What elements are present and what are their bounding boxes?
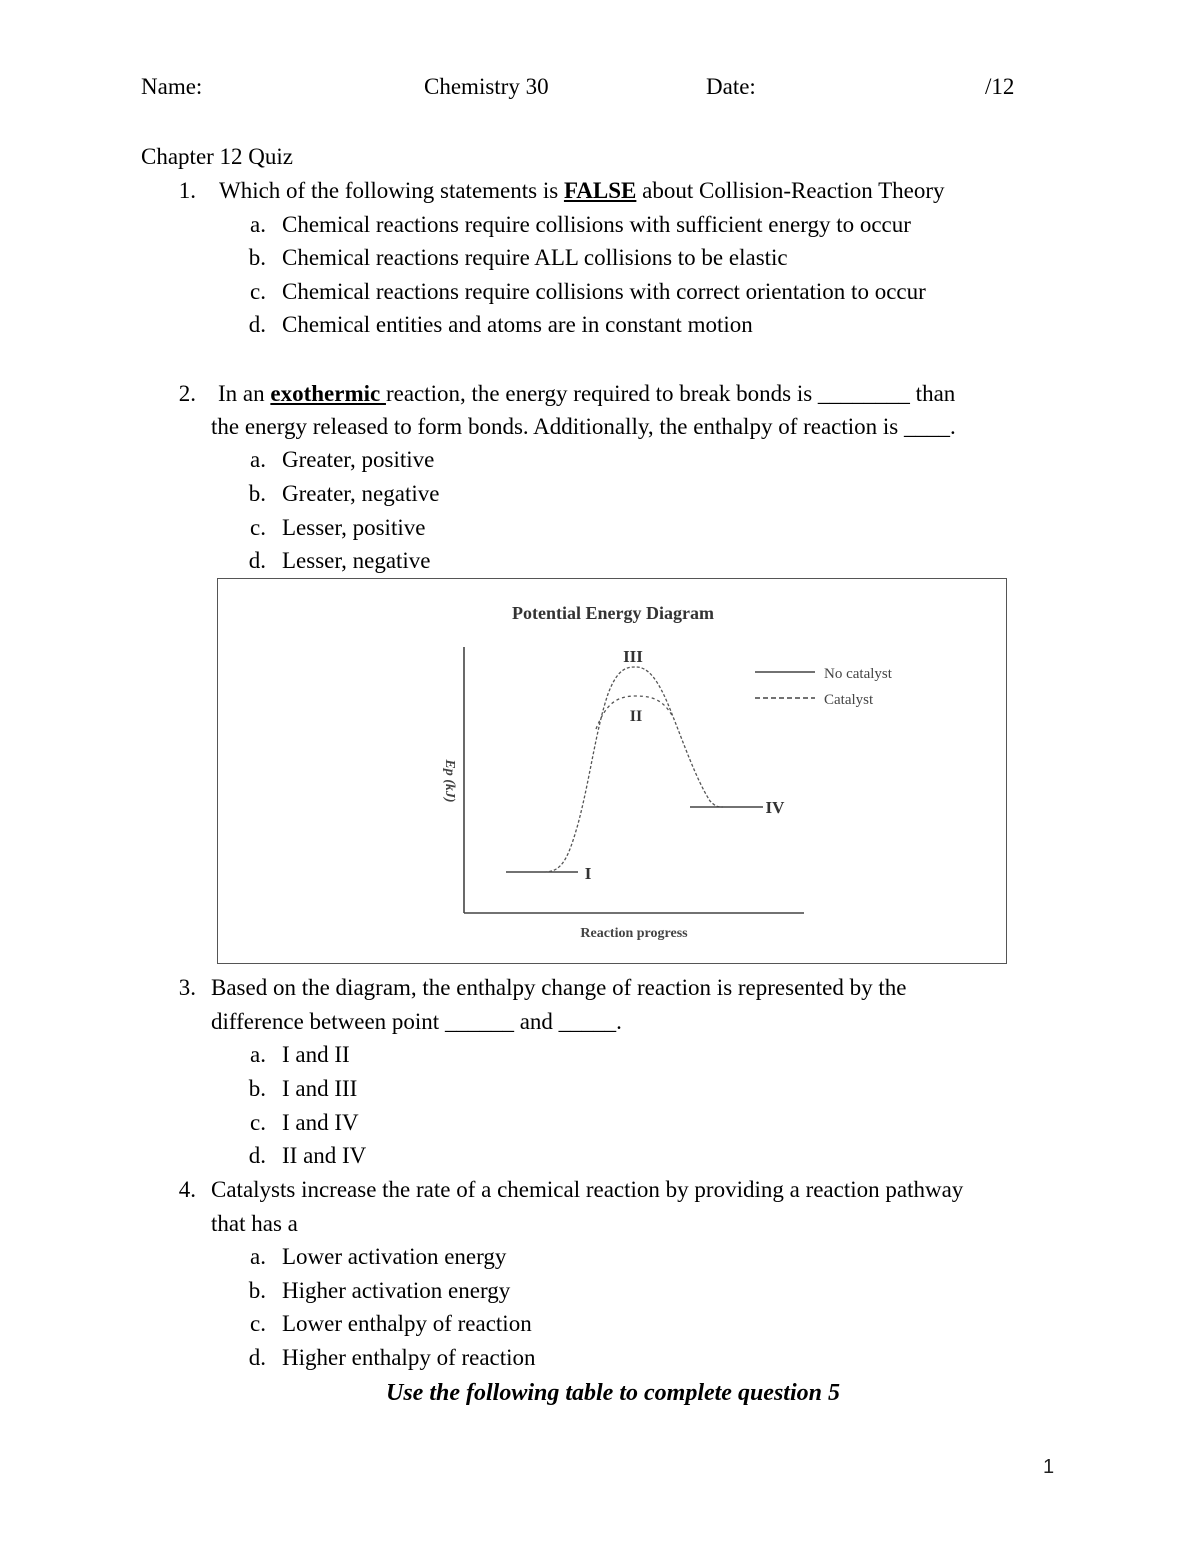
point-label-I: I — [584, 864, 592, 883]
y-axis-label: Ep (kJ) — [442, 759, 457, 803]
option-letter: b. — [248, 481, 266, 506]
point-label-IV: IV — [765, 798, 785, 817]
legend-catalyst: Catalyst — [824, 692, 874, 708]
option-text: Higher enthalpy of reaction — [282, 1345, 536, 1370]
legend-no-catalyst: No catalyst — [824, 666, 892, 682]
question-number: 4. — [178, 1177, 196, 1202]
option-letter: b. — [248, 1278, 266, 1303]
option-letter: a. — [250, 1042, 266, 1067]
name-label: Name: — [141, 74, 203, 99]
option-letter: c. — [250, 515, 266, 540]
option-letter: a. — [250, 447, 266, 472]
question-3-line1: Based on the diagram, the enthalpy change of reaction is represented by the — [211, 975, 907, 1000]
option-letter: b. — [248, 245, 266, 270]
option-text: Chemical entities and atoms are in constant motion — [282, 312, 753, 337]
quiz-title: Chapter 12 Quiz — [141, 144, 294, 169]
option-text: Greater, positive — [282, 447, 435, 472]
potential-energy-diagram — [217, 578, 1007, 964]
question-text: In an — [218, 381, 271, 406]
question-3-line2: difference between point ______ and _____. — [211, 1009, 622, 1034]
option-letter: d. — [248, 548, 266, 573]
option-letter: d. — [248, 1143, 266, 1168]
option-text: Lower activation energy — [282, 1244, 507, 1269]
date-label: Date: — [706, 74, 756, 99]
point-label-II: II — [629, 708, 643, 725]
option-text: Greater, negative — [282, 481, 440, 506]
question-text: about Collision-Reaction Theory — [636, 178, 945, 203]
question-text: Which of the following statements is — [219, 178, 564, 203]
option-letter: c. — [250, 1311, 266, 1336]
table-instruction: Use the following table to complete question 5 — [386, 1380, 840, 1406]
option-letter: c. — [250, 1110, 266, 1135]
option-letter: d. — [248, 312, 266, 337]
question-4-line2: that has a — [211, 1211, 298, 1236]
question-2-line2: the energy released to form bonds. Additionally, the enthalpy of reaction is ____. — [211, 414, 956, 439]
question-2-line1 — [218, 380, 955, 408]
question-number: 1. — [178, 178, 196, 203]
option-text: Higher activation energy — [282, 1278, 511, 1303]
question-1-text — [219, 177, 944, 205]
option-text: Chemical reactions require collisions with sufficient energy to occur — [282, 212, 911, 237]
question-text: reaction, the energy required to break bonds is ________ than — [385, 381, 956, 406]
score-total: /12 — [985, 74, 1015, 99]
point-label-III: III — [623, 647, 643, 666]
option-text: Lower enthalpy of reaction — [282, 1311, 532, 1336]
emphasis-false: FALSE — [563, 178, 637, 203]
option-letter: c. — [250, 279, 266, 304]
diagram-title: Potential Energy Diagram — [512, 603, 714, 623]
option-text: I and IV — [282, 1110, 359, 1135]
option-text: Lesser, positive — [282, 515, 426, 540]
option-text: Chemical reactions require collisions with correct orientation to occur — [282, 279, 926, 304]
emphasis-exothermic: exothermic — [270, 381, 386, 406]
x-axis-label: Reaction progress — [580, 926, 688, 941]
option-letter: d. — [248, 1345, 266, 1370]
question-4-line1: Catalysts increase the rate of a chemical reaction by providing a reaction pathway — [211, 1177, 964, 1202]
option-text: I and III — [282, 1076, 358, 1101]
option-letter: b. — [248, 1076, 266, 1101]
option-text: Lesser, negative — [282, 548, 431, 573]
option-letter: a. — [250, 1244, 266, 1269]
uncatalyzed-curve — [544, 667, 723, 872]
option-letter: a. — [250, 212, 266, 237]
option-text: II and IV — [282, 1143, 367, 1168]
course-title: Chemistry 30 — [424, 74, 549, 99]
option-text: I and II — [282, 1042, 350, 1067]
question-number: 2. — [178, 381, 196, 406]
option-text: Chemical reactions require ALL collisions to be elastic — [282, 245, 788, 270]
question-number: 3. — [178, 975, 196, 1000]
page-number: 1 — [1043, 1456, 1055, 1478]
diagram-svg — [218, 579, 1008, 965]
